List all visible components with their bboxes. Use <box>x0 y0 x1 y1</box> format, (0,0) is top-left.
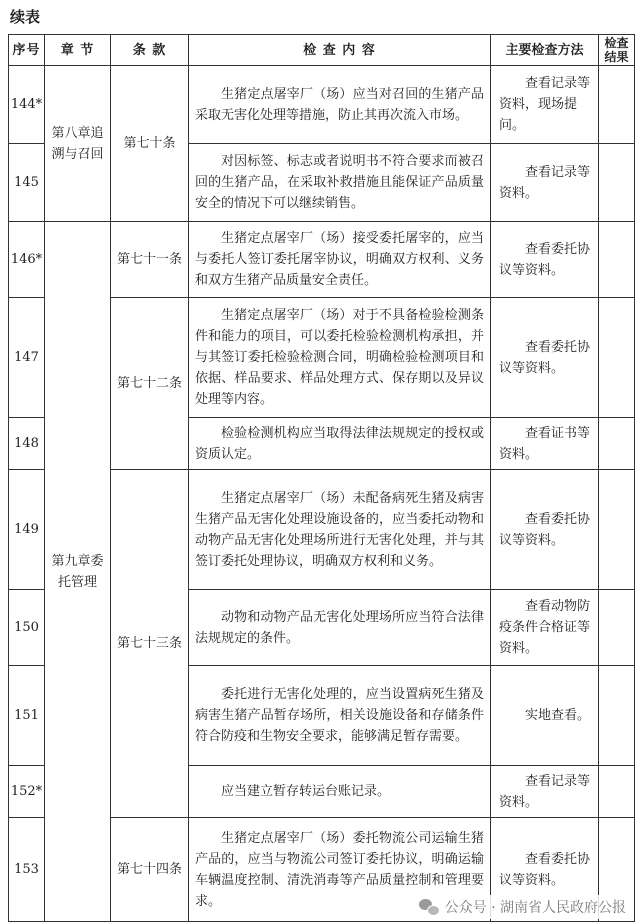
table-header-row <box>9 35 635 66</box>
header-num: 序号 <box>9 35 45 66</box>
wechat-icon <box>419 899 439 915</box>
content-cell: 动物和动物产品无害化处理场所应当符合法律法规规定的条件。 <box>189 590 491 666</box>
content-cell: 应当建立暂存转运台账记录。 <box>189 766 491 818</box>
result-cell <box>599 298 635 418</box>
row-num: 144* <box>9 66 45 144</box>
result-cell <box>599 418 635 470</box>
method-cell: 查看委托协议等资料。 <box>491 222 599 298</box>
content-cell: 委托进行无害化处理的，应当设置病死生猪及病害生猪产品暂存场所，相关设施设备和存储条件符合防疫和生物安全要求，能够满足暂存需要。 <box>189 666 491 766</box>
method-cell: 查看记录等资料，现场提问。 <box>491 66 599 144</box>
row-num: 152* <box>9 766 45 818</box>
row-num: 146* <box>9 222 45 298</box>
table-row <box>9 66 635 144</box>
header-result: 检查结果 <box>599 35 635 66</box>
table-row <box>9 222 635 298</box>
method-cell: 查看委托协议等资料。 <box>491 298 599 418</box>
row-num: 148 <box>9 418 45 470</box>
result-cell <box>599 222 635 298</box>
inspection-table <box>8 34 635 922</box>
article-cell: 第七十二条 <box>111 298 189 470</box>
content-cell: 对因标签、标志或者说明书不符合要求而被召回的生猪产品，在采取补救措施且能保证产品质量安全的情况下可以继续销售。 <box>189 144 491 222</box>
content-cell: 生猪定点屠宰厂（场）应当对召回的生猪产品采取无害化处理等措施，防止其再次流入市场。 <box>189 66 491 144</box>
result-cell <box>599 144 635 222</box>
header-content: 检 查 内 容 <box>189 35 491 66</box>
row-num: 151 <box>9 666 45 766</box>
method-cell: 查看动物防疫条件合格证等资料。 <box>491 590 599 666</box>
content-cell: 生猪定点屠宰厂（场）委托物流公司运输生猪产品的，应当与物流公司签订委托协议，明确运输车辆温度控制、清洗消毒等产品质量控制和管理要求。 <box>189 818 491 922</box>
article-cell: 第七十四条 <box>111 818 189 922</box>
method-cell: 查看委托协议等资料。 <box>491 818 599 922</box>
header-chapter: 章 节 <box>45 35 111 66</box>
method-cell: 查看委托协议等资料。 <box>491 470 599 590</box>
chapter-cell: 第九章委托管理 <box>45 222 111 922</box>
article-cell: 第七十三条 <box>111 470 189 818</box>
content-cell: 生猪定点屠宰厂（场）未配备病死生猪及病害生猪产品无害化处理设施设备的，应当委托动物和动物产品无害化处理场所进行无害化处理，并与其签订委托处理协议，明确双方权利和义务。 <box>189 470 491 590</box>
method-cell: 查看记录等资料。 <box>491 766 599 818</box>
result-cell <box>599 66 635 144</box>
result-cell <box>599 766 635 818</box>
header-article: 条 款 <box>111 35 189 66</box>
row-num: 149 <box>9 470 45 590</box>
content-cell: 生猪定点屠宰厂（场）接受委托屠宰的，应当与委托人签订委托屠宰协议，明确双方权利、义务和双方生猪产品质量安全责任。 <box>189 222 491 298</box>
method-cell: 查看证书等资料。 <box>491 418 599 470</box>
row-num: 147 <box>9 298 45 418</box>
article-cell: 第七十一条 <box>111 222 189 298</box>
content-cell: 检验检测机构应当取得法律法规规定的授权或资质认定。 <box>189 418 491 470</box>
source-watermark <box>415 895 630 919</box>
watermark-text: 公众号 · 湖南省人民政府公报 <box>444 900 626 916</box>
result-cell <box>599 666 635 766</box>
row-num: 150 <box>9 590 45 666</box>
result-cell <box>599 590 635 666</box>
row-num: 145 <box>9 144 45 222</box>
result-cell <box>599 470 635 590</box>
article-cell: 第七十条 <box>111 66 189 222</box>
method-cell: 查看记录等资料。 <box>491 144 599 222</box>
content-cell: 生猪定点屠宰厂（场）对于不具备检验检测条件和能力的项目，可以委托检验检测机构承担，并与其签订委托检验检测合同，明确检验检测项目和依据、样品要求、样品处理方式、保存期以及异议处理等内容。 <box>189 298 491 418</box>
row-num: 153 <box>9 818 45 922</box>
method-cell: 实地查看。 <box>491 666 599 766</box>
chapter-cell: 第八章追溯与召回 <box>45 66 111 222</box>
header-method: 主要检查方法 <box>491 35 599 66</box>
table-caption: 续表 <box>10 8 41 26</box>
